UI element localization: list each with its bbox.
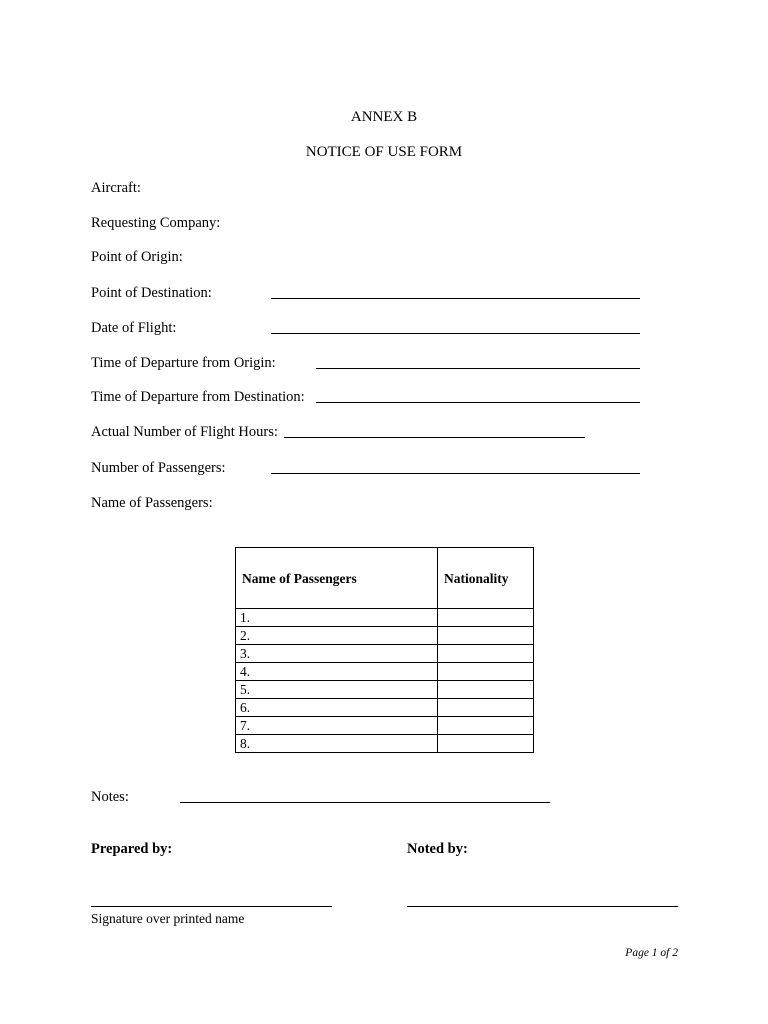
number-of-passengers-label: Number of Passengers: [91, 460, 226, 476]
noted-by-label: Noted by: [407, 841, 468, 857]
signature-caption: Signature over printed name [91, 911, 245, 926]
number-of-passengers-line[interactable] [271, 473, 640, 474]
departure-destination-line[interactable] [316, 402, 640, 403]
aircraft-label: Aircraft: [91, 180, 141, 196]
departure-origin-label: Time of Departure from Origin: [91, 355, 276, 371]
table-row [236, 699, 534, 717]
table-row [236, 681, 534, 699]
name-of-passengers-label: Name of Passengers: [91, 495, 213, 511]
point-of-origin-label: Point of Origin: [91, 249, 183, 265]
row-number[interactable]: 8. [236, 735, 438, 753]
flight-hours-label: Actual Number of Flight Hours: [91, 424, 278, 440]
notes-line[interactable] [180, 802, 550, 803]
name-column-header: Name of Passengers [236, 548, 438, 609]
notes-label: Notes: [91, 789, 129, 805]
row-number[interactable]: 2. [236, 627, 438, 645]
table-row [236, 627, 534, 645]
table-row [236, 645, 534, 663]
flight-hours-line[interactable] [284, 437, 585, 438]
nationality-cell[interactable] [438, 717, 534, 735]
nationality-cell[interactable] [438, 627, 534, 645]
nationality-column-header: Nationality [438, 548, 534, 609]
row-number[interactable]: 4. [236, 663, 438, 681]
row-number[interactable]: 5. [236, 681, 438, 699]
nationality-cell[interactable] [438, 663, 534, 681]
point-of-destination-line[interactable] [271, 298, 640, 299]
annex-label: ANNEX B [350, 109, 418, 125]
nationality-cell[interactable] [438, 681, 534, 699]
nationality-cell[interactable] [438, 609, 534, 627]
departure-destination-label: Time of Departure from Destination: [91, 389, 305, 405]
page-number: Page 1 of 2 [625, 947, 678, 959]
table-row [236, 735, 534, 753]
table-row [236, 717, 534, 735]
table-header-row [236, 548, 534, 609]
nationality-cell[interactable] [438, 735, 534, 753]
date-of-flight-label: Date of Flight: [91, 320, 177, 336]
nationality-cell[interactable] [438, 699, 534, 717]
noted-by-signature-line[interactable] [407, 906, 678, 907]
row-number[interactable]: 1. [236, 609, 438, 627]
row-number[interactable]: 7. [236, 717, 438, 735]
departure-origin-line[interactable] [316, 368, 640, 369]
table-row [236, 609, 534, 627]
row-number[interactable]: 3. [236, 645, 438, 663]
prepared-by-label: Prepared by: [91, 841, 173, 857]
prepared-by-signature-line[interactable] [91, 906, 332, 907]
nationality-cell[interactable] [438, 645, 534, 663]
table-row [236, 663, 534, 681]
date-of-flight-line[interactable] [271, 333, 640, 334]
form-title: NOTICE OF USE FORM [305, 144, 463, 160]
passenger-table [235, 547, 534, 753]
point-of-destination-label: Point of Destination: [91, 285, 212, 301]
row-number[interactable]: 6. [236, 699, 438, 717]
requesting-company-label: Requesting Company: [91, 215, 221, 231]
